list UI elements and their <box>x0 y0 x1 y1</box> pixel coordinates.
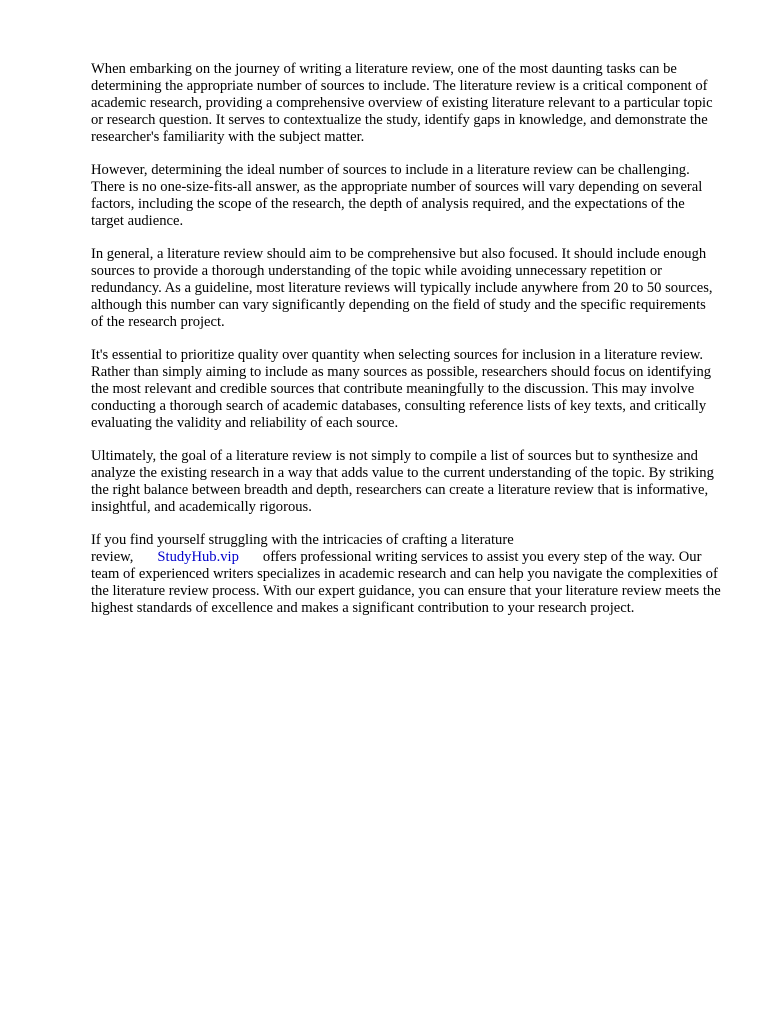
paragraph-4: It's essential to prioritize quality over quantity when selecting sources for inclusion in a literature review. Rather than simply aiming to include as many sources as possible, researchers should focus on identifying the most relevant and credible sources that contribute meaningfully to the discussion. This may involve conducting a thorough search of academic databases, consulting reference lists of key texts, and critically evaluating the validity and reliability of each source. <box>91 347 712 431</box>
promo-intro-text: If you find yourself struggling with the intricacies of crafting a literature review, <box>91 532 514 565</box>
paragraph-6 <box>91 532 721 617</box>
paragraph-1: When embarking on the journey of writing a literature review, one of the most daunting tasks can be determining the appropriate number of sources to include. The literature review is a critical component of academic research, providing a comprehensive overview of existing literature relevant to a particular topic or research question. It serves to contextualize the study, identify gaps in knowledge, and demonstrate the researcher's familiarity with the subject matter. <box>91 61 713 145</box>
document-body <box>91 61 721 617</box>
paragraph-2: However, determining the ideal number of sources to include in a literature review can be challenging. There is no one-size-fits-all answer, as the appropriate number of sources will vary depending on several factors, including the scope of the research, the depth of analysis required, and the expectations of the target audience. <box>91 162 703 229</box>
promo-rest-text: offers professional writing services to assist you every step of the way. Our team of experienced writers specializes in academic research and can help you navigate the complexities of the literature review process. With our expert guidance, you can ensure that your literature review meets the highest standards of excellence and makes a significant contribution to your research project. <box>91 549 721 616</box>
studyhub-link[interactable]: StudyHub.vip <box>157 549 239 565</box>
paragraph-3: In general, a literature review should aim to be comprehensive but also focused. It should include enough sources to provide a thorough understanding of the topic while avoiding unnecessary repetition or redundancy. As a guideline, most literature reviews will typically include anywhere from 20 to 50 sources, although this number can vary significantly depending on the field of study and the specific requirements of the research project. <box>91 246 713 330</box>
paragraph-5: Ultimately, the goal of a literature review is not simply to compile a list of sources but to synthesize and analyze the existing research in a way that adds value to the current understanding of the topic. By striking the right balance between breadth and depth, researchers can create a literature review that is informative, insightful, and academically rigorous. <box>91 448 714 515</box>
